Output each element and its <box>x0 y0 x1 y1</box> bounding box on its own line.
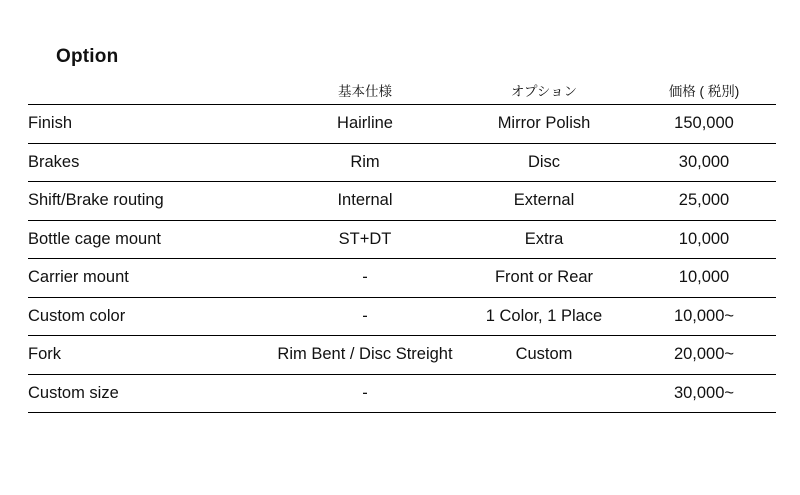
cell-option: Front or Rear <box>494 268 594 287</box>
cell-standard: - <box>362 383 368 402</box>
cell-standard: Internal <box>337 191 393 210</box>
cell-option: Mirror Polish <box>497 114 591 133</box>
cell-item: Bottle cage mount <box>28 229 161 248</box>
cell-standard: Rim <box>350 152 380 171</box>
cell-option: External <box>513 191 575 210</box>
cell-price: 25,000 <box>678 191 730 210</box>
cell-price: 30,000 <box>678 152 730 171</box>
option-table <box>28 76 776 413</box>
cell-standard: Rim Bent / Disc Streight <box>277 345 453 364</box>
column-header-price: 価格 ( 税別) <box>668 84 740 99</box>
column-header-item <box>28 76 274 105</box>
cell-item: Brakes <box>28 152 80 171</box>
cell-price: 10,000 <box>678 229 730 248</box>
column-header-standard: 基本仕様 <box>338 84 392 99</box>
cell-option <box>456 374 632 413</box>
cell-standard: - <box>362 268 368 287</box>
cell-option: Extra <box>524 229 564 248</box>
cell-item: Fork <box>28 345 61 364</box>
cell-price: 10,000 <box>678 268 730 287</box>
cell-item: Custom size <box>28 383 119 402</box>
cell-price: 150,000 <box>674 114 734 133</box>
table-row <box>28 259 776 298</box>
header-row <box>28 76 776 105</box>
table-row <box>28 143 776 182</box>
cell-item: Shift/Brake routing <box>28 191 164 210</box>
cell-item: Custom color <box>28 306 126 325</box>
cell-option: Disc <box>527 152 561 171</box>
column-header-option: オプション <box>510 84 578 99</box>
cell-price: 30,000~ <box>673 383 735 402</box>
cell-option: Custom <box>515 345 573 364</box>
table-row <box>28 182 776 221</box>
cell-option: 1 Color, 1 Place <box>485 306 603 325</box>
cell-standard: - <box>362 306 368 325</box>
cell-price: 20,000~ <box>673 345 735 364</box>
cell-price: 10,000~ <box>673 306 735 325</box>
table-header <box>28 76 776 105</box>
table-row <box>28 220 776 259</box>
table-row <box>28 336 776 375</box>
table-row <box>28 297 776 336</box>
cell-item: Finish <box>28 114 73 133</box>
table-row <box>28 105 776 144</box>
cell-item: Carrier mount <box>28 268 129 287</box>
table-body <box>28 105 776 413</box>
table-row <box>28 374 776 413</box>
cell-standard: ST+DT <box>338 229 392 248</box>
cell-standard: Hairline <box>337 114 393 133</box>
page-title: Option <box>56 46 119 67</box>
